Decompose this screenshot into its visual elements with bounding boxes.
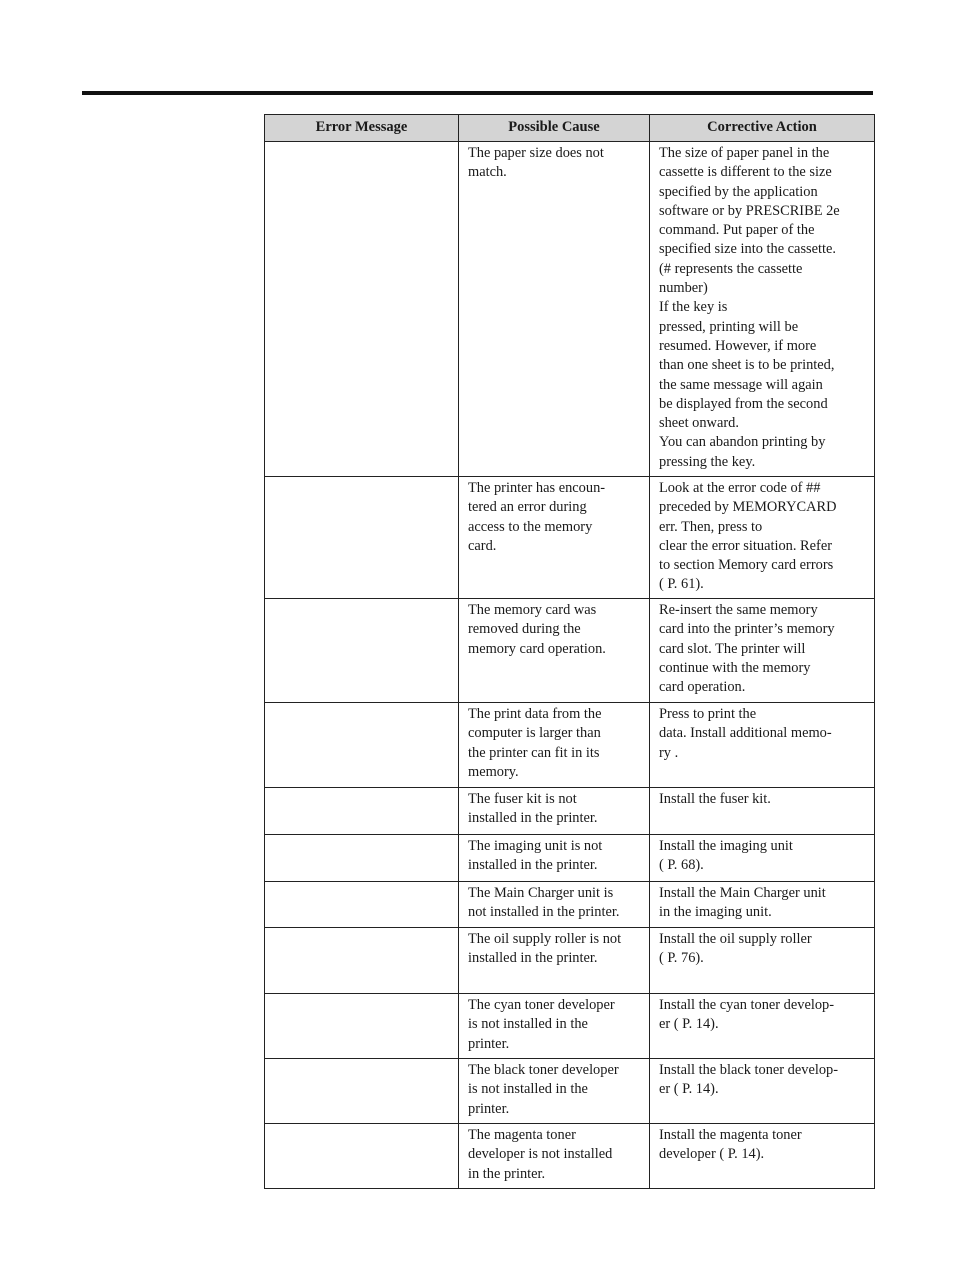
error-message-text	[265, 1124, 458, 1126]
possible-cause-text: The black toner developer is not installed in the printer.	[468, 1062, 619, 1117]
possible-cause-cell	[459, 599, 650, 703]
corrective-action-cell	[650, 1124, 875, 1189]
possible-cause-cell	[459, 928, 650, 994]
possible-cause-text: The paper size does not match.	[468, 145, 604, 181]
possible-cause-text: The printer has encoun- tered an error during access to the memory card.	[468, 480, 606, 554]
error-message-text	[265, 599, 458, 601]
possible-cause-cell	[459, 835, 650, 882]
error-message-text	[265, 994, 458, 996]
table-row	[265, 477, 875, 599]
error-message-text	[265, 788, 458, 790]
corrective-action-text: Install the imaging unit ( P. 68).	[659, 838, 793, 874]
corrective-action-text: Install the oil supply roller ( P. 76).	[659, 931, 812, 967]
error-message-cell	[265, 882, 459, 928]
error-message-table	[264, 114, 875, 1189]
corrective-action-cell	[650, 928, 875, 994]
possible-cause-cell	[459, 994, 650, 1059]
table-row	[265, 882, 875, 928]
header-corrective-action: Corrective Action	[650, 115, 875, 142]
corrective-action-text: Install the cyan toner develop- er ( P. 14).	[659, 997, 835, 1033]
possible-cause-text: The oil supply roller is not installed in the printer.	[468, 931, 622, 967]
error-message-cell	[265, 1124, 459, 1189]
corrective-action-cell	[650, 788, 875, 835]
corrective-action-text: Press to print the data. Install additional memo- ry .	[659, 706, 832, 761]
corrective-action-text: Re-insert the same memory card into the printer’s memory card slot. The printer will continue with the memory card operation.	[659, 602, 835, 696]
corrective-action-text: Look at the error code of ## preceded by MEMORYCARD err. Then, press to clear the error situation. Refer to section Memory card errors ( P. 61).	[659, 480, 837, 593]
corrective-action-text: Install the magenta toner developer ( P. 14).	[659, 1127, 802, 1163]
table-row	[265, 599, 875, 703]
header-possible-cause: Possible Cause	[459, 115, 650, 142]
error-message-cell	[265, 477, 459, 599]
possible-cause-text: The cyan toner developer is not installed in the printer.	[468, 997, 615, 1052]
table-row	[265, 928, 875, 994]
possible-cause-text: The magenta toner developer is not installed in the printer.	[468, 1127, 613, 1182]
error-message-cell	[265, 1059, 459, 1124]
possible-cause-text: The Main Charger unit is not installed in the printer.	[468, 885, 620, 921]
corrective-action-text: Install the Main Charger unit in the imaging unit.	[659, 885, 826, 921]
error-message-cell	[265, 142, 459, 477]
possible-cause-cell	[459, 477, 650, 599]
possible-cause-text: The memory card was removed during the memory card operation.	[468, 602, 606, 657]
table-row	[265, 1059, 875, 1124]
error-message-cell	[265, 703, 459, 788]
table-row	[265, 788, 875, 835]
corrective-action-cell	[650, 1059, 875, 1124]
top-rule	[82, 91, 873, 95]
error-message-text	[265, 882, 458, 884]
error-message-cell	[265, 835, 459, 882]
possible-cause-text: The print data from the computer is larger than the printer can fit in its memory.	[468, 706, 602, 780]
possible-cause-text: The imaging unit is not installed in the printer.	[468, 838, 603, 874]
possible-cause-cell	[459, 882, 650, 928]
corrective-action-cell	[650, 835, 875, 882]
corrective-action-text: Install the fuser kit.	[659, 791, 771, 807]
table-row	[265, 142, 875, 477]
error-message-text	[265, 1059, 458, 1061]
corrective-action-cell	[650, 994, 875, 1059]
table-header-row	[265, 115, 875, 142]
possible-cause-cell	[459, 703, 650, 788]
table-row	[265, 703, 875, 788]
possible-cause-cell	[459, 1124, 650, 1189]
header-error-message: Error Message	[265, 115, 459, 142]
corrective-action-text: Install the black toner develop- er ( P. 14).	[659, 1062, 839, 1098]
error-message-text	[265, 703, 458, 705]
table-row	[265, 835, 875, 882]
error-message-text	[265, 835, 458, 837]
corrective-action-cell	[650, 142, 875, 477]
corrective-action-cell	[650, 882, 875, 928]
corrective-action-cell	[650, 599, 875, 703]
corrective-action-text: The size of paper panel in the cassette is different to the size specified by the application software or by PRESCRIBE 2e command. Put paper of the specified size into the cassette. (# represents the cassette number) If the key is pressed, printing will be resumed. However, if more than one sheet is to be printed, the same message will again be displayed from the second sheet onward. You can abandon printing by pressing the key.	[659, 145, 840, 470]
table-row	[265, 994, 875, 1059]
error-message-cell	[265, 788, 459, 835]
table-row	[265, 1124, 875, 1189]
error-message-cell	[265, 994, 459, 1059]
error-message-cell	[265, 928, 459, 994]
error-message-cell	[265, 599, 459, 703]
error-message-text	[265, 928, 458, 930]
possible-cause-cell	[459, 788, 650, 835]
corrective-action-cell	[650, 477, 875, 599]
possible-cause-cell	[459, 142, 650, 477]
error-message-text	[265, 142, 458, 144]
possible-cause-cell	[459, 1059, 650, 1124]
possible-cause-text: The fuser kit is not installed in the printer.	[468, 791, 598, 827]
error-message-text	[265, 477, 458, 479]
corrective-action-cell	[650, 703, 875, 788]
